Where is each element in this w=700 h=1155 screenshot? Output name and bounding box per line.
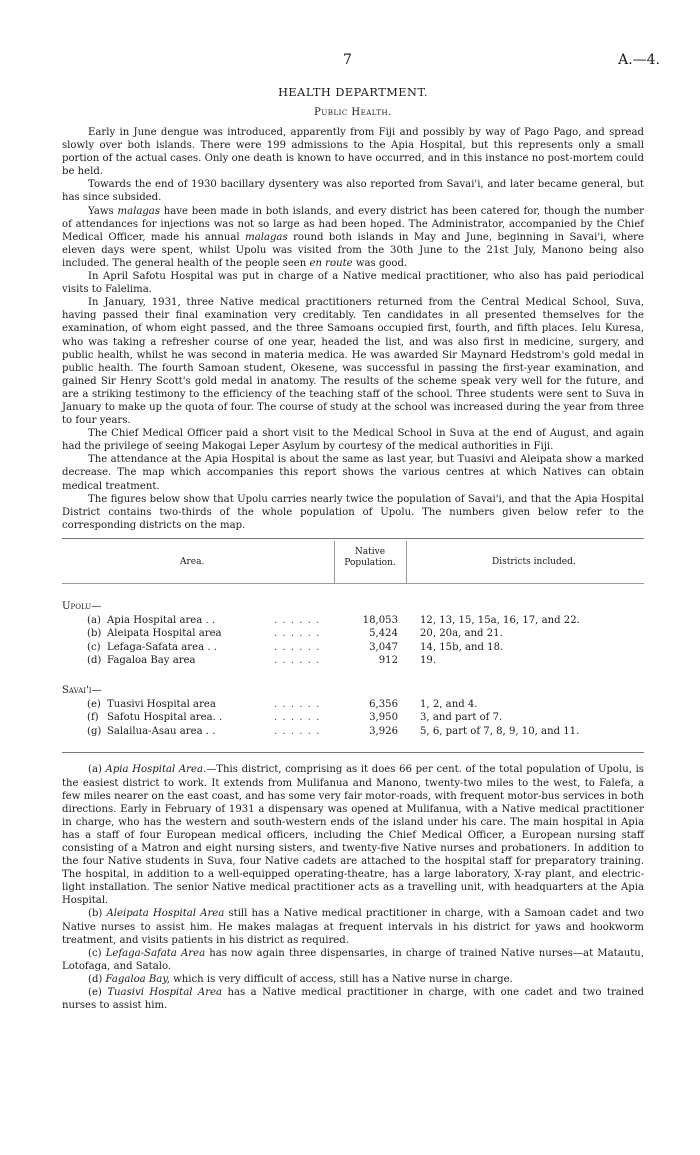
- row-districts: 14, 15b, and 18.: [420, 641, 504, 653]
- header-divider: [334, 541, 335, 583]
- group-label-upolu: Upolu—: [62, 600, 102, 612]
- row-letter: (b): [87, 628, 102, 640]
- header-population: Native Population.: [344, 546, 396, 568]
- table-row: [62, 711, 644, 725]
- page-number: 7: [343, 52, 352, 68]
- population-table: [62, 538, 644, 754]
- area-paragraph: (c) Lefaga-Safata Area has now again three dispensaries, in charge of trained Native nurses—at Matautu, Lotofaga, and Satalo.: [62, 947, 644, 972]
- table-row: [62, 627, 644, 641]
- paragraph: Towards the end of 1930 bacillary dysentery was also reported from Savai'i, and later became general, but has since subsided.: [62, 179, 644, 204]
- row-letter: (d): [87, 655, 102, 667]
- table-row: [62, 725, 644, 739]
- table-row: [62, 698, 644, 712]
- row-letter: (f): [87, 712, 99, 724]
- table-top-rule: [62, 538, 644, 539]
- paragraph: In January, 1931, three Native medical practitioners returned from the Central Medical School, Suva, having passed their final examination very creditably. Ten candidates in all presented themselves for the examination, of whom eight passed, and the three Samoans occupied first, fourth, and fifth places. Ielu Kuresa, who was taking a refresher course of one year, headed the list, and was also first in medicine, surgery, and public health, whilst he was second in materia medica. He was awarded Sir Maynard Hedstrom's gold medal in public health. The fourth Samoan student, Okesene, was successful in passing the first-year examination, and gained Sir Henry Scott's gold medal in anatomy. The results of the scheme speak very well for the future, and are a striking testimony to the efficiency of the teaching staff of the school. Three students were sent to Suva in January to make up the quota of four. The course of study at the school was increased during the year from three to four years.: [62, 297, 644, 427]
- paragraph: Early in June dengue was introduced, apparently from Fiji and possibly by way of Pago Pago, and spread slowly over both islands. There were 199 admissions to the Apia Hospital, but this represents only a small portion of the actual cases. Only one death is known to have occurred, and in this instance no post-mortem could be held.: [62, 127, 644, 178]
- header-divider: [406, 541, 407, 583]
- page-header: [62, 52, 660, 72]
- row-districts: 12, 13, 15, 15a, 16, 17, and 22.: [420, 614, 580, 626]
- paragraph: The attendance at the Apia Hospital is about the same as last year, but Tuasivi and Aleipata show a marked decrease. The map which accompanies this report shows the various centres at which Natives can obtain medical treatment.: [62, 454, 644, 492]
- row-area: Apia Hospital area . .: [107, 614, 216, 626]
- paragraph: The Chief Medical Officer paid a short visit to the Medical School in Suva at the end of August, and again had the privilege of seeing Makogai Leper Asylum by courtesy of the medical authorities in Fiji.: [62, 428, 644, 453]
- row-leader-dots: . . . . . .: [274, 641, 321, 653]
- row-population: 912: [378, 655, 398, 667]
- row-letter: (a): [87, 614, 101, 626]
- row-districts: 3, and part of 7.: [420, 712, 503, 724]
- row-area: Fagaloa Bay area: [107, 655, 196, 667]
- row-population: 6,356: [369, 698, 398, 710]
- row-letter: (c): [87, 641, 101, 653]
- row-leader-dots: . . . . . .: [274, 698, 321, 710]
- area-paragraph: (e) Tuasivi Hospital Area has a Native medical practitioner in charge, with one cadet and two trained nurses to assist him.: [62, 987, 644, 1012]
- row-districts: 1, 2, and 4.: [420, 698, 478, 710]
- area-paragraph: (a) Apia Hospital Area.—This district, comprising as it does 66 per cent. of the total population of Upolu, is the easiest district to work. It extends from Mulifanua and Manono, twenty-two miles to the west, to Falefa, a few miles nearer on the east coast, and has some very fair motor-roads, with frequent motor-bus services in both directions. Early in February of 1931 a dispensary was opened at Mulifanua, with a Native medical practitioner in charge, who has the western and south-western ends of the island under his care. The main hospital in Apia has a staff of four European medical officers, including the Chief Medical Officer, a European nursing staff consisting of a Matron and eight nursing sisters, and twenty-five Native nurses and probationers. In addition to the four Native students in Suva, four Native cadets are attached to the hospital staff for preparatory training. The hospital, in addition to a well-equipped operating-theatre, has a large laboratory, X-ray plant, and electric-light installation. The senior Native medical practitioner acts as a travelling unit, with headquarters at the Apia Hospital.: [62, 764, 644, 907]
- row-districts: 19.: [420, 655, 437, 667]
- table-row: [62, 614, 644, 628]
- row-population: 3,950: [369, 712, 398, 724]
- row-leader-dots: . . . . . .: [274, 725, 321, 737]
- section-title: Public Health.: [314, 107, 392, 118]
- row-area: Tuasivi Hospital area: [107, 698, 216, 710]
- row-area: Safotu Hospital area. .: [107, 712, 223, 724]
- row-area: Aleipata Hospital area: [107, 628, 222, 640]
- row-leader-dots: . . . . . .: [274, 628, 321, 640]
- paragraph: In April Safotu Hospital was put in charge of a Native medical practitioner, who also has paid periodical visits to Falelima.: [62, 271, 644, 296]
- area-paragraph: (d) Fagaloa Bay, which is very difficult of access, still has a Native nurse in charge.: [88, 973, 513, 985]
- area-paragraph: (b) Aleipata Hospital Area still has a Native medical practitioner in charge, with a Samoan cadet and two Native nurses to assist him. He makes malagas at frequent intervals in his district for yaws and hookworm treatment, and visits patients in his district as required.: [62, 908, 644, 946]
- row-letter: (g): [87, 725, 102, 737]
- table-bottom-rule: [62, 752, 644, 753]
- row-districts: 20, 20a, and 21.: [420, 628, 503, 640]
- group-label-savaii: Savai'i—: [62, 684, 102, 696]
- paragraph: Yaws malagas have been made in both islands, and every district has been catered for, though the number of attendances for injections was not so large as had been hoped. The Administrator, accompanied by the Chief Medical Officer, made his annual malagas round both islands in May and June, beginning in Savai'i, where eleven days were spent, whilst Upolu was visited from the 30th June to the 21st July, Manono being also included. The general health of the people seen en route was good.: [62, 205, 644, 269]
- table-header: [62, 541, 644, 583]
- row-population: 5,424: [369, 628, 398, 640]
- row-area: Lefaga-Safata area . .: [107, 641, 217, 653]
- row-districts: 5, 6, part of 7, 8, 9, 10, and 11.: [420, 725, 580, 737]
- row-population: 3,047: [369, 641, 398, 653]
- row-leader-dots: . . . . . .: [274, 712, 321, 724]
- header-area: Area.: [180, 556, 205, 567]
- row-population: 18,053: [362, 614, 398, 626]
- table-header-rule: [62, 583, 644, 584]
- header-districts: Districts included.: [492, 556, 576, 567]
- document-code: A.—4.: [618, 52, 660, 68]
- table-row: [62, 654, 644, 668]
- row-leader-dots: . . . . . .: [274, 655, 321, 667]
- document-page: [62, 52, 660, 1012]
- row-population: 3,926: [369, 725, 398, 737]
- department-title: HEALTH DEPARTMENT.: [278, 86, 428, 99]
- paragraph: The figures below show that Upolu carries nearly twice the population of Savai'i, and that the Apia Hospital District contains two-thirds of the whole population of Upolu. The numbers given below refer to the corresponding districts on the map.: [62, 493, 644, 531]
- row-leader-dots: . . . . . .: [274, 614, 321, 626]
- row-area: Salailua-Asau area . .: [107, 725, 216, 737]
- row-letter: (e): [87, 698, 101, 710]
- table-row: [62, 641, 644, 655]
